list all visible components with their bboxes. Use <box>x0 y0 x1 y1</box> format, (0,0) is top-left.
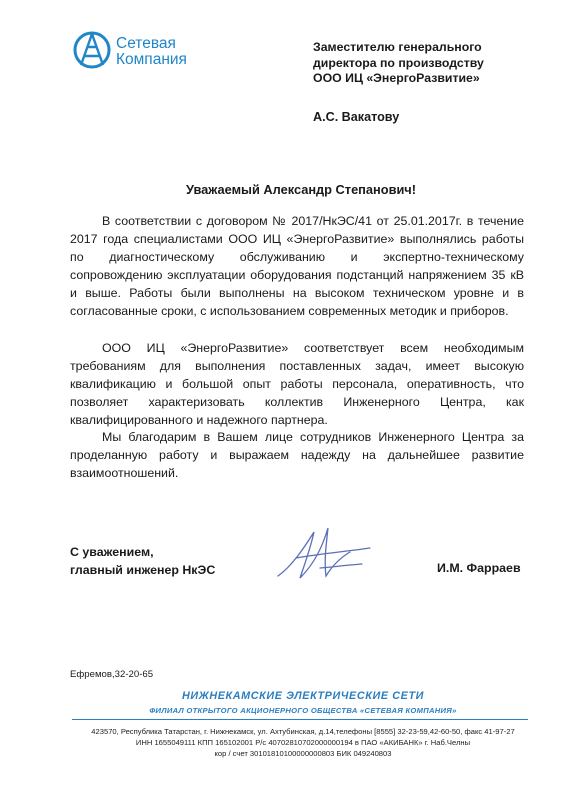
footer-title: НИЖНЕКАМСКИЕ ЭЛЕКТРИЧЕСКИЕ СЕТИ <box>181 690 425 702</box>
executor-contact: Ефремов,32-20-65 <box>70 669 154 680</box>
footer-account: кор / счет 30101810100000000803 БИК 049240803 <box>214 749 392 758</box>
network-logo-icon <box>72 30 112 70</box>
company-logo <box>72 30 202 74</box>
logo-line-2: Компания <box>116 51 187 68</box>
footer-address: 423570, Республика Татарстан, г. Нижнекамск, ул. Ахтубинская, д.14,телефоны [8555] 32-23-59,42-60-50, факс 41-97-27 <box>91 727 515 736</box>
signer-position: главный инженер НкЭС <box>70 563 216 577</box>
addressee-line: Заместителю генерального <box>313 40 482 54</box>
paragraph-1 <box>70 212 524 321</box>
paragraph-2 <box>70 339 524 429</box>
recipient-name: А.С. Вакатову <box>313 110 400 124</box>
addressee-block <box>313 40 543 87</box>
footer-divider <box>72 719 528 720</box>
paragraph-3 <box>70 428 524 482</box>
salutation: Уважаемый Александр Степанович! <box>185 182 416 197</box>
paragraph-text: ООО ИЦ «ЭнергоРазвитие» соответствует всем необходимым требованиям для выполнения поставленных задач, имеет высокую квалификацию и большой опыт работы персонала, оперативность, что позволяет характеризовать коллектив Инженерного Центра, как квалифицированного и надежного партнера. <box>70 341 524 428</box>
addressee-line: директора по производству <box>313 55 484 70</box>
paragraph-text: В соответствии с договором № 2017/НкЭС/41 от 25.01.2017г. в течение 2017 года специалистами ООО ИЦ «ЭнергоРазвитие» выполнялись работы по диагностическому обслуживанию и экспертно-техническому сопровождению эксплуатации оборудования подстанций напряжением 35 кВ и выше. Работы были выполнены на высоком техническом уровне и в согласованные сроки, с использованием современных методик и приборов. <box>70 214 524 319</box>
signer-name: И.М. Фарраев <box>437 561 521 575</box>
footer-requisites <box>0 726 566 759</box>
logo-line-1: Сетевая <box>116 35 176 52</box>
signature-block <box>70 543 215 579</box>
handwritten-signature <box>270 518 380 590</box>
footer-bank-details: ИНН 1655049111 КПП 165102001 Р/с 40702810702000000194 в ПАО «АКИБАНК» г. Наб.Челны <box>135 738 471 747</box>
footer-subtitle: ФИЛИАЛ ОТКРЫТОГО АКЦИОНЕРНОГО ОБЩЕСТВА «СЕТЕВАЯ КОМПАНИЯ» <box>149 706 457 715</box>
closing-text: С уважением, <box>70 545 154 559</box>
addressee-line: ООО ИЦ «ЭнергоРазвитие» <box>313 71 480 85</box>
paragraph-text: Мы благодарим в Вашем лице сотрудников Инженерного Центра за проделанную работу и выражаем надежду на дальнейшее развитие взаимоотношений. <box>70 430 524 481</box>
